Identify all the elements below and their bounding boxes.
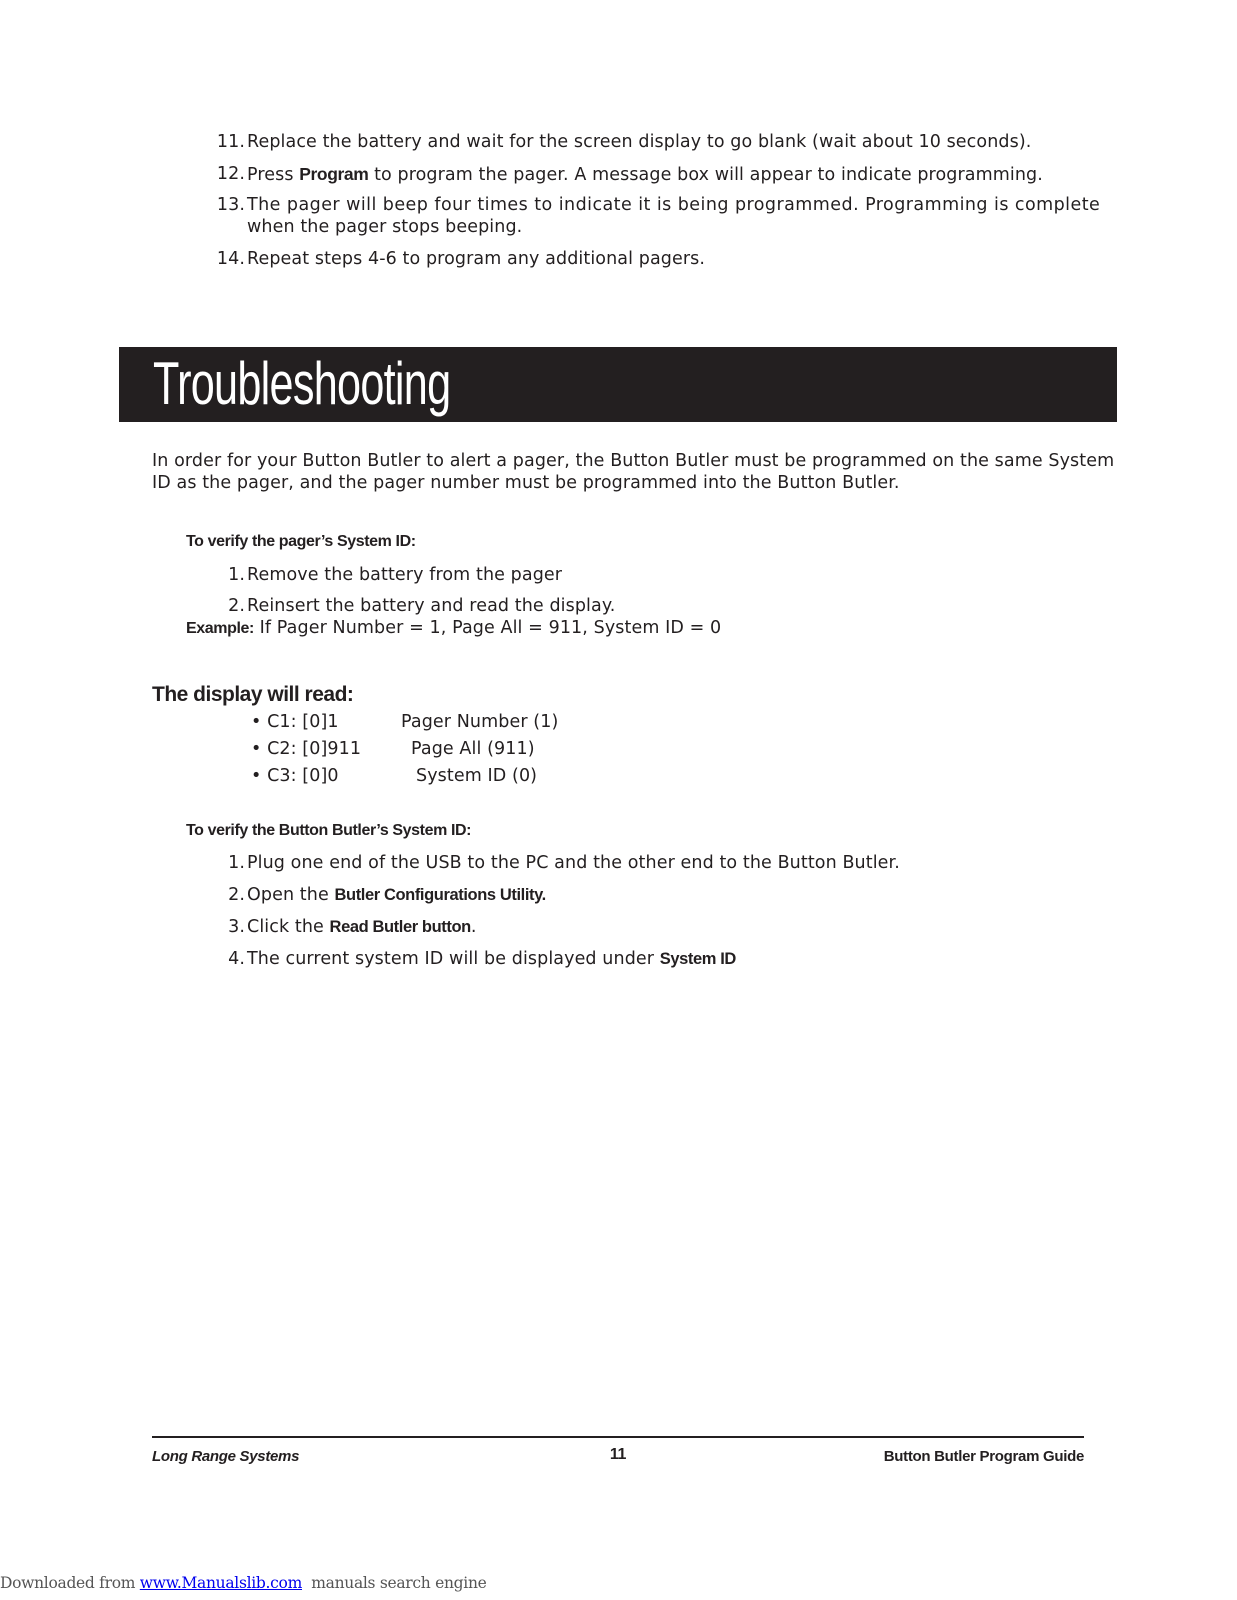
step-11 (216, 131, 1032, 153)
intro-line2: ID as the pager, and the pager number must be programmed into the Button Butler. (152, 473, 900, 493)
step-text-pre: Press (247, 165, 300, 185)
step-text-post: to program the pager. A message box will appear to indicate programming. (368, 165, 1043, 185)
utility-name: Butler Configurations Utility. (334, 886, 546, 904)
step-number: 1. (228, 565, 245, 585)
step-number: 11. (216, 132, 245, 152)
step-13 (216, 194, 1101, 238)
program-keyword: Program (299, 164, 369, 184)
step-12 (216, 163, 1043, 186)
butler-step-1 (228, 852, 900, 874)
step-number: 2. (228, 596, 245, 616)
download-prefix: Downloaded from (0, 1574, 140, 1592)
download-notice (0, 1574, 487, 1592)
display-code: • C1: [0]1 (251, 712, 339, 732)
step-number: 4. (228, 949, 245, 969)
step-text-pre: Open the (247, 885, 335, 905)
butler-step-3 (228, 916, 477, 938)
step-text: Repeat steps 4-6 to program any additional pagers. (247, 249, 706, 269)
step-number: 13. (216, 195, 245, 215)
pager-step-2 (228, 595, 616, 617)
intro-line1: In order for your Button Butler to alert a pager, the Button Butler must be programmed on the same System (152, 451, 1115, 471)
display-code: • C2: [0]911 (251, 739, 362, 759)
step-number: 3. (228, 917, 245, 937)
example-text: If Pager Number = 1, Page All = 911, System ID = 0 (253, 618, 722, 638)
step-number: 1. (228, 853, 245, 873)
pager-step-1 (228, 564, 563, 586)
example-label: Example: (186, 620, 254, 637)
step-number: 12. (216, 164, 245, 184)
example-line (186, 617, 721, 640)
system-id-label: System ID (659, 950, 736, 968)
step-text-post: . (470, 917, 477, 937)
manualslib-link[interactable]: www.Manualslib.com (139, 1574, 302, 1592)
step-text-line2: when the pager stops beeping. (247, 217, 523, 237)
footer-guide-title: Button Butler Program Guide (883, 1448, 1084, 1465)
display-row-c2 (251, 738, 361, 760)
step-text-line1: The pager will beep four times to indicate it is being programmed. Programming is complete (247, 195, 1101, 215)
footer-rule (152, 1436, 1084, 1438)
intro-paragraph (152, 450, 1115, 494)
butler-step-4 (228, 948, 736, 970)
step-text-pre: The current system ID will be displayed under (247, 949, 660, 969)
butler-verify-heading: To verify the Button Butler’s System ID: (186, 822, 472, 839)
butler-step-2 (228, 884, 546, 906)
footer-company: Long Range Systems (152, 1448, 300, 1465)
pager-verify-heading: To verify the pager’s System ID: (186, 533, 416, 550)
step-text: Reinsert the battery and read the display. (247, 596, 616, 616)
step-number: 14. (216, 249, 245, 269)
step-number: 2. (228, 885, 245, 905)
read-butler-button-label: Read Butler button (329, 918, 471, 936)
display-meaning-c1: Pager Number (1) (401, 712, 559, 732)
footer-page-number: 11 (609, 1446, 627, 1463)
step-text: Plug one end of the USB to the PC and the other end to the Button Butler. (247, 853, 900, 873)
download-suffix: manuals search engine (302, 1574, 487, 1592)
display-row-c1 (251, 711, 339, 733)
display-code: • C3: [0]0 (251, 766, 339, 786)
step-14 (216, 248, 706, 270)
display-heading: The display will read: (152, 683, 354, 706)
display-meaning-c2: Page All (911) (411, 739, 535, 759)
display-row-c3 (251, 765, 339, 787)
section-banner (119, 347, 1117, 422)
step-text-pre: Click the (247, 917, 330, 937)
step-text: Remove the battery from the pager (247, 565, 563, 585)
display-meaning-c3: System ID (0) (416, 766, 538, 786)
step-text: Replace the battery and wait for the screen display to go blank (wait about 10 seconds). (247, 132, 1032, 152)
section-title: Troubleshooting (153, 350, 451, 417)
